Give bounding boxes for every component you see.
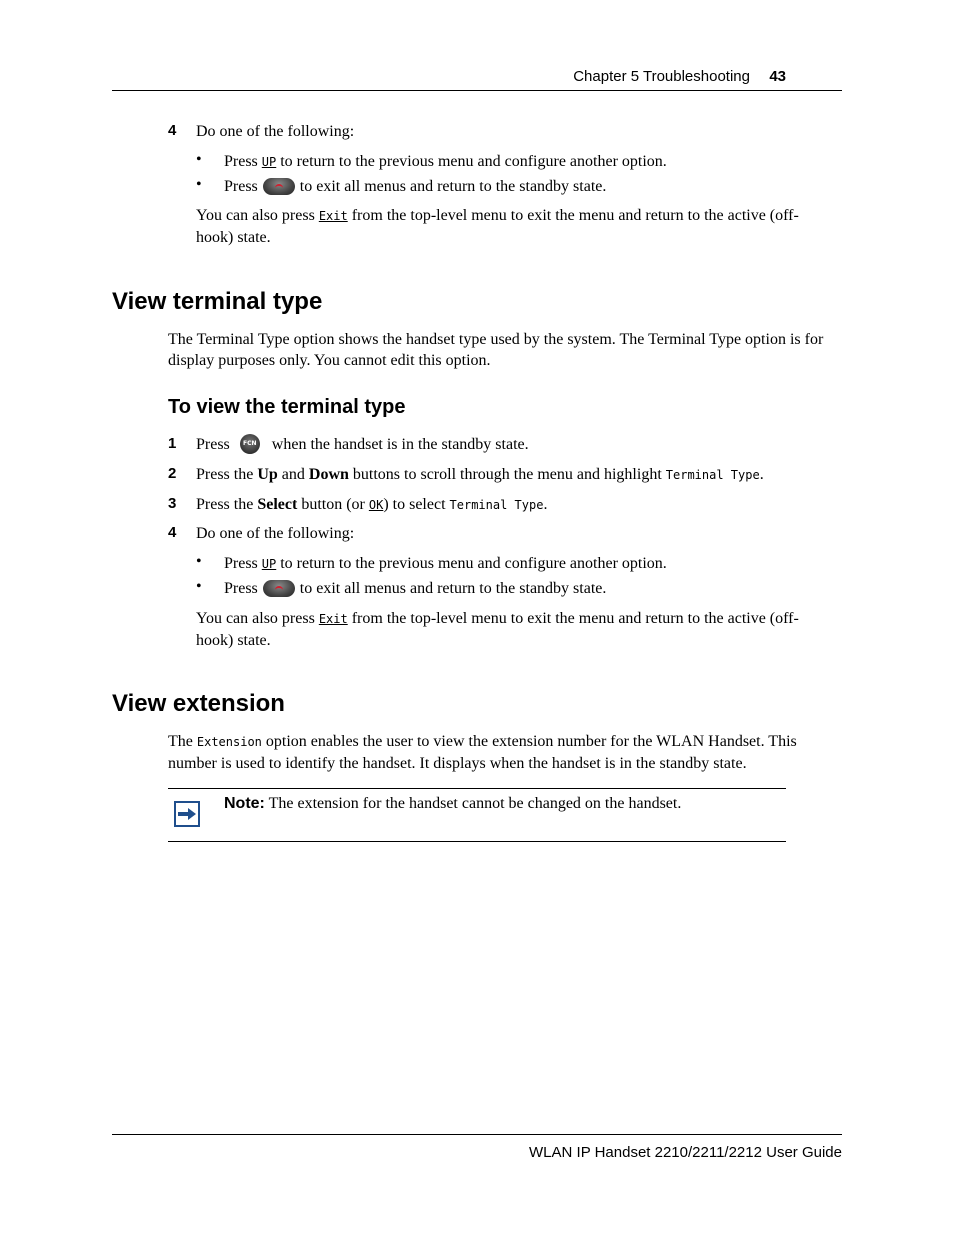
footer-title: WLAN IP Handset 2210/2211/2212 User Guide bbox=[529, 1144, 842, 1161]
paragraph-text: from the top-level menu to exit the menu and return to the active (off-hook) state. bbox=[196, 610, 799, 649]
softkey-exit: Exit bbox=[318, 209, 348, 223]
step-text-part: buttons to scroll through the menu and highlight bbox=[348, 466, 666, 483]
bullet-text: to return to the previous menu and configure another option. bbox=[276, 153, 667, 170]
softkey-exit: Exit bbox=[318, 612, 348, 626]
paragraph-text: The bbox=[168, 733, 197, 750]
step-number: 4 bbox=[168, 524, 177, 541]
paragraph: The Terminal Type option shows the handset type used by the system. The Terminal Type option is for display purposes only. You cannot edit this option. bbox=[168, 331, 824, 369]
step-text-part: . bbox=[543, 496, 548, 513]
paragraph bbox=[196, 205, 836, 248]
note-content bbox=[224, 793, 681, 814]
step-number: 3 bbox=[168, 495, 177, 512]
section-heading: View extension bbox=[112, 690, 285, 717]
paragraph-text: You can also press bbox=[196, 610, 319, 627]
bullet-item bbox=[224, 176, 606, 197]
bullet: • bbox=[196, 553, 202, 570]
bullet-item bbox=[224, 578, 606, 599]
bullet-item bbox=[224, 553, 667, 575]
step-text-part: when the handset is in the standby state. bbox=[271, 436, 529, 453]
step-text-part: Press the bbox=[196, 496, 258, 513]
note-text: The extension for the handset cannot be changed on the handset. bbox=[264, 795, 682, 812]
step-number: 1 bbox=[168, 435, 177, 452]
step-text-part: ) to select bbox=[383, 496, 450, 513]
step-text-part: . bbox=[759, 466, 764, 483]
end-call-key-icon bbox=[263, 580, 295, 597]
step-text: Do one of the following: bbox=[196, 525, 355, 542]
footer-rule bbox=[112, 1134, 842, 1135]
paragraph bbox=[168, 731, 842, 774]
bullet-text: Press bbox=[224, 555, 262, 572]
button-name-up: Up bbox=[257, 466, 278, 483]
step-text-part: Press the bbox=[196, 466, 258, 483]
button-name-select: Select bbox=[257, 496, 298, 513]
note-box bbox=[168, 788, 786, 842]
bullet-text: to exit all menus and return to the standby state. bbox=[299, 178, 607, 195]
bullet: • bbox=[196, 151, 202, 168]
paragraph-text: You can also press bbox=[196, 207, 319, 224]
step-text-part: button (or bbox=[297, 496, 369, 513]
button-name-down: Down bbox=[308, 466, 349, 483]
display-text: Terminal Type bbox=[665, 468, 760, 482]
header-page-number: 43 bbox=[769, 68, 786, 85]
end-call-key-icon bbox=[263, 178, 295, 195]
display-text: Terminal Type bbox=[449, 498, 544, 512]
header-chapter: Chapter 5 Troubleshooting bbox=[573, 68, 750, 85]
note-arrow-icon bbox=[174, 801, 200, 827]
fcn-key-icon: FCN bbox=[240, 434, 260, 454]
step-text: Do one of the following: bbox=[196, 123, 355, 140]
page-header bbox=[112, 66, 842, 91]
note-label: Note: bbox=[224, 795, 265, 812]
display-text: Extension bbox=[196, 735, 262, 749]
paragraph-text: from the top-level menu to exit the menu and return to the active (off-hook) state. bbox=[196, 207, 799, 246]
softkey-up: UP bbox=[261, 557, 277, 571]
bullet-text: Press bbox=[224, 580, 258, 597]
step-text bbox=[196, 464, 764, 486]
softkey-up: UP bbox=[261, 155, 277, 169]
bullet: • bbox=[196, 176, 202, 193]
paragraph bbox=[196, 608, 836, 651]
step-text bbox=[196, 434, 529, 455]
procedure-heading: To view the terminal type bbox=[168, 396, 406, 418]
paragraph-text: option enables the user to view the extension number for the WLAN Handset. This number is used to identify the handset. It displays when the handset is in the standby state. bbox=[168, 733, 797, 772]
bullet-text: to exit all menus and return to the standby state. bbox=[299, 580, 607, 597]
softkey-ok: OK bbox=[368, 498, 384, 512]
bullet-text: Press bbox=[224, 178, 258, 195]
bullet-text: Press bbox=[224, 153, 262, 170]
section-heading: View terminal type bbox=[112, 288, 323, 315]
bullet-item bbox=[224, 151, 667, 173]
bullet: • bbox=[196, 578, 202, 595]
step-text-part: Press bbox=[196, 436, 230, 453]
step-number: 2 bbox=[168, 465, 177, 482]
step-text-part: and bbox=[277, 466, 309, 483]
bullet-text: to return to the previous menu and configure another option. bbox=[276, 555, 667, 572]
step-number: 4 bbox=[168, 122, 177, 139]
step-text bbox=[196, 494, 547, 516]
